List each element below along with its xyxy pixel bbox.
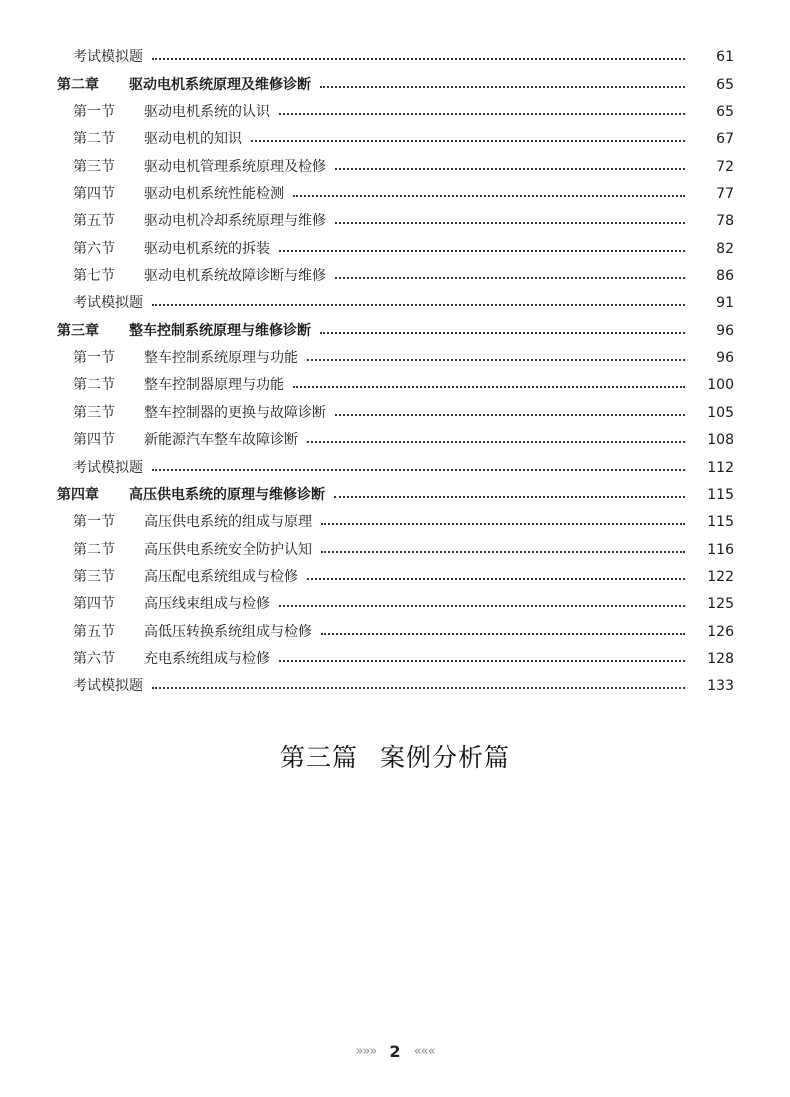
toc-entry-title: 驱动电机冷却系统原理与维修	[144, 213, 326, 230]
toc-entry-title: 高低压转换系统组成与检修	[144, 623, 312, 640]
toc-entry-label	[0, 432, 298, 450]
dot-leader	[152, 469, 685, 471]
dot-leader	[321, 633, 685, 635]
toc-entry-title: 考试模拟题	[73, 295, 143, 312]
toc-page-number: 133	[707, 678, 734, 695]
toc-entry-number: 第四节	[73, 186, 115, 203]
toc-entry-label	[0, 542, 312, 560]
dot-leader	[279, 605, 685, 607]
dot-leader	[335, 222, 685, 224]
toc-entry-number: 第一节	[73, 514, 115, 531]
toc-row-section[interactable]	[0, 95, 790, 122]
toc-page-number: 78	[716, 213, 734, 230]
toc-entry-title: 驱动电机系统的认识	[144, 104, 270, 121]
toc-entry-number: 第二章	[57, 76, 99, 93]
page-footer	[0, 1041, 790, 1061]
dot-leader	[321, 551, 685, 553]
toc-page-number: 105	[707, 404, 734, 421]
toc-entry-number: 第三节	[73, 158, 115, 175]
toc-entry-number: 第一节	[73, 350, 115, 367]
toc-entry-title: 充电系统组成与检修	[144, 650, 270, 667]
toc-page-number: 115	[707, 514, 734, 531]
toc-page-number: 126	[707, 623, 734, 640]
toc-entry-label	[0, 159, 326, 177]
toc-page-number: 128	[707, 650, 734, 667]
toc-row-section[interactable]	[0, 122, 790, 149]
toc-entry-label	[0, 186, 284, 204]
toc-page-number: 122	[707, 568, 734, 585]
dot-leader	[251, 140, 685, 142]
toc-entry-label	[0, 487, 325, 505]
toc-entry-title: 驱动电机管理系统原理及检修	[144, 158, 326, 175]
toc-row-exam[interactable]	[0, 669, 790, 696]
dot-leader	[307, 359, 685, 361]
toc-row-chapter[interactable]	[0, 478, 790, 505]
toc-entry-number: 第六节	[73, 650, 115, 667]
toc-row-section[interactable]	[0, 560, 790, 587]
toc-entry-label	[0, 295, 143, 313]
table-of-contents	[0, 40, 790, 696]
dot-leader	[335, 414, 685, 416]
toc-entry-title: 整车控制系统原理与功能	[144, 350, 298, 367]
toc-page-number: 65	[716, 76, 734, 93]
toc-entry-number: 第四章	[57, 486, 99, 503]
toc-entry-number: 第三章	[57, 322, 99, 339]
toc-page-number: 96	[716, 322, 734, 339]
toc-page-number: 125	[707, 596, 734, 613]
toc-entry-number: 第二节	[73, 541, 115, 558]
toc-entry-title: 考试模拟题	[73, 49, 143, 66]
dot-leader	[293, 386, 685, 388]
toc-entry-title: 驱动电机系统原理及维修诊断	[129, 76, 311, 93]
dot-leader	[293, 195, 685, 197]
toc-row-chapter[interactable]	[0, 67, 790, 94]
toc-entry-label	[0, 241, 270, 259]
toc-entry-title: 整车控制器的更换与故障诊断	[144, 404, 326, 421]
dot-leader	[307, 578, 685, 580]
toc-entry-title: 驱动电机系统故障诊断与维修	[144, 268, 326, 285]
dot-leader	[152, 687, 685, 689]
toc-row-chapter[interactable]	[0, 313, 790, 340]
toc-row-exam[interactable]	[0, 450, 790, 477]
toc-entry-label	[0, 131, 242, 149]
toc-entry-number: 第一节	[73, 104, 115, 121]
toc-entry-label	[0, 268, 326, 286]
toc-row-exam[interactable]	[0, 286, 790, 313]
dot-leader	[279, 660, 685, 662]
dot-leader	[334, 496, 685, 498]
toc-entry-title: 高压线束组成与检修	[144, 596, 270, 613]
toc-entry-title: 驱动电机系统的拆装	[144, 240, 270, 257]
toc-page-number: 82	[716, 240, 734, 257]
toc-entry-label	[0, 651, 270, 669]
toc-entry-number: 第二节	[73, 377, 115, 394]
toc-entry-number: 第六节	[73, 240, 115, 257]
toc-entry-number: 第五节	[73, 623, 115, 640]
toc-entry-title: 驱动电机系统性能检测	[144, 186, 284, 203]
toc-row-section[interactable]	[0, 395, 790, 422]
toc-entry-number: 第四节	[73, 596, 115, 613]
toc-entry-label	[0, 323, 311, 341]
toc-entry-title: 高压配电系统组成与检修	[144, 568, 298, 585]
dot-leader	[279, 250, 685, 252]
dot-leader	[335, 168, 685, 170]
toc-row-section[interactable]	[0, 505, 790, 532]
toc-entry-title: 高压供电系统的原理与维修诊断	[129, 486, 325, 503]
toc-entry-label	[0, 213, 326, 231]
toc-entry-label	[0, 350, 298, 368]
dot-leader	[335, 277, 685, 279]
toc-entry-title: 高压供电系统的组成与原理	[144, 514, 312, 531]
toc-entry-number: 第七节	[73, 268, 115, 285]
toc-entry-number: 第三节	[73, 404, 115, 421]
dot-leader	[321, 523, 685, 525]
toc-entry-number: 第五节	[73, 213, 115, 230]
toc-page-number: 108	[707, 432, 734, 449]
toc-entry-title: 驱动电机的知识	[144, 131, 242, 148]
toc-page-number: 116	[707, 541, 734, 558]
toc-page-number: 100	[707, 377, 734, 394]
toc-entry-label	[0, 596, 270, 614]
toc-row-section[interactable]	[0, 532, 790, 559]
toc-row-section[interactable]	[0, 204, 790, 231]
toc-entry-number: 第四节	[73, 432, 115, 449]
toc-row-section[interactable]	[0, 177, 790, 204]
part-label: 第三篇	[279, 743, 358, 772]
dot-leader	[320, 86, 685, 88]
toc-row-section[interactable]	[0, 259, 790, 286]
toc-row-section[interactable]	[0, 341, 790, 368]
toc-entry-label	[0, 104, 270, 122]
toc-entry-label	[0, 514, 312, 532]
toc-page-number: 115	[707, 486, 734, 503]
toc-entry-label	[0, 405, 326, 423]
toc-row-section[interactable]	[0, 368, 790, 395]
dot-leader	[152, 304, 685, 306]
toc-page-number: 112	[707, 459, 734, 476]
part-heading	[0, 738, 790, 774]
toc-page-number: 67	[716, 131, 734, 148]
toc-entry-title: 新能源汽车整车故障诊断	[144, 432, 298, 449]
toc-entry-title: 高压供电系统安全防护认知	[144, 541, 312, 558]
toc-row-section[interactable]	[0, 642, 790, 669]
toc-page-number: 77	[716, 186, 734, 203]
toc-page-number: 91	[716, 295, 734, 312]
dot-leader	[307, 441, 685, 443]
toc-page-number: 65	[716, 104, 734, 121]
toc-entry-number: 第三节	[73, 568, 115, 585]
toc-entry-title: 考试模拟题	[73, 459, 143, 476]
page-number: 2	[389, 1042, 401, 1061]
toc-entry-label	[0, 569, 298, 587]
toc-row-section[interactable]	[0, 231, 790, 258]
toc-page-number: 86	[716, 268, 734, 285]
toc-page-number: 61	[716, 49, 734, 66]
toc-entry-label	[0, 624, 312, 642]
toc-entry-title: 考试模拟题	[73, 678, 143, 695]
dot-leader	[279, 113, 685, 115]
toc-entry-label	[0, 77, 311, 95]
dot-leader	[152, 58, 685, 60]
toc-entry-number: 第二节	[73, 131, 115, 148]
toc-entry-title: 整车控制器原理与功能	[144, 377, 284, 394]
toc-row-section[interactable]	[0, 423, 790, 450]
toc-entry-title: 整车控制系统原理与维修诊断	[129, 322, 311, 339]
footer-right-arrows: «««	[413, 1044, 435, 1059]
toc-page-number: 72	[716, 158, 734, 175]
toc-entry-label	[0, 460, 143, 478]
toc-row-section[interactable]	[0, 614, 790, 641]
part-title-text: 案例分析篇	[380, 743, 511, 772]
toc-entry-label	[0, 678, 143, 696]
dot-leader	[320, 332, 685, 334]
toc-row-section[interactable]	[0, 587, 790, 614]
toc-entry-label	[0, 49, 143, 67]
footer-left-arrows: »»»	[355, 1044, 377, 1059]
toc-row-exam[interactable]	[0, 40, 790, 67]
toc-row-section[interactable]	[0, 149, 790, 176]
toc-entry-label	[0, 377, 284, 395]
toc-page-number: 96	[716, 350, 734, 367]
